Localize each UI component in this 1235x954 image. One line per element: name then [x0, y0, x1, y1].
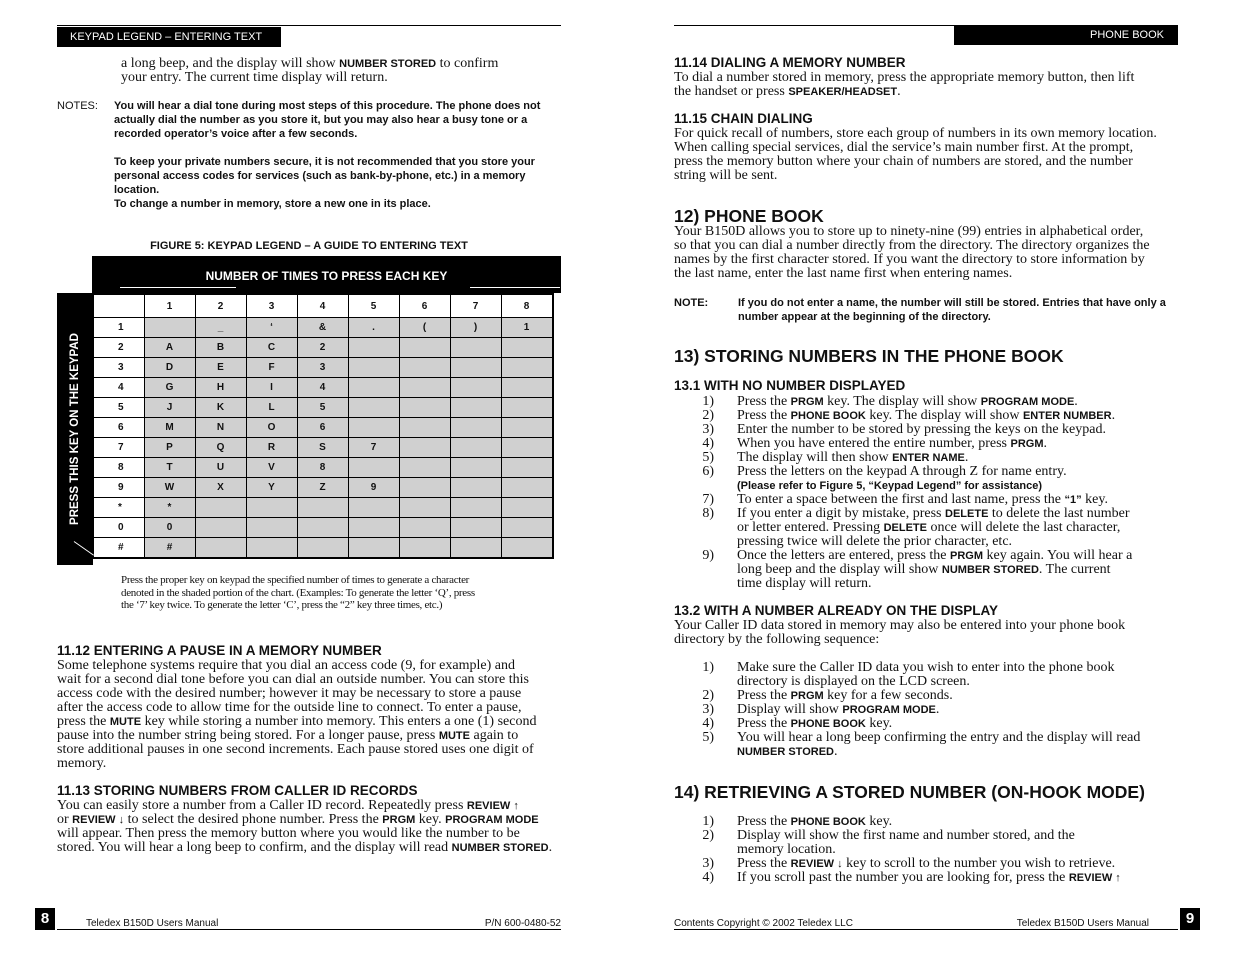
keypad-key: 3	[93, 358, 144, 378]
keypad-cell: 2	[297, 338, 348, 358]
keypad-key: #	[93, 538, 144, 559]
step-4: 4) When you have entered the entire number, press PRGM.	[702, 436, 1047, 451]
keypad-rows	[93, 318, 553, 559]
keypad-cell	[195, 538, 246, 559]
col-header: 8	[501, 294, 553, 318]
heading-13-2: 13.2 WITH A NUMBER ALREADY ON THE DISPLAY	[674, 603, 999, 618]
keypad-cell: 0	[144, 518, 195, 538]
keypad-cell: B	[195, 338, 246, 358]
keypad-key: 5	[93, 398, 144, 418]
step2-2: 2) Press the PRGM key for a few seconds.	[702, 688, 953, 703]
keypad-key: *	[93, 498, 144, 518]
step-8: 8) If you enter a digit by mistake, press DELETE to delete the last number or letter entered. Pressing DELETE once will delete the last character, pressing twice will delete the prior character, etc.	[702, 506, 1130, 549]
keypad-cell	[246, 538, 297, 559]
keypad-cell	[450, 338, 501, 358]
step14-1: 1) Press the PHONE BOOK key.	[702, 814, 893, 829]
keypad-cell: 9	[348, 478, 399, 498]
note-1: You will hear a dial tone during most steps of this procedure. The phone does not actually dial the number as you store it, but you may also hear a busy tone or a recorded operator’s voice after a few seconds.	[114, 100, 541, 140]
keypad-cell	[348, 338, 399, 358]
keypad-cell	[399, 498, 450, 518]
keypad-row	[93, 398, 553, 418]
heading-13: 13) STORING NUMBERS IN THE PHONE BOOK	[674, 346, 1064, 366]
keypad-cell: T	[144, 458, 195, 478]
keypad-cell	[144, 318, 195, 338]
step-3: 3) Enter the number to be stored by pressing the keys on the keypad.	[702, 422, 1106, 437]
keypad-cell	[501, 338, 553, 358]
col-header: 6	[399, 294, 450, 318]
heading-11-12: 11.12 ENTERING A PAUSE IN A MEMORY NUMBER	[57, 643, 382, 658]
keypad-cell: #	[144, 538, 195, 559]
keypad-cell: _	[195, 318, 246, 338]
notes-label: NOTES:	[57, 100, 98, 112]
keypad-row	[93, 438, 553, 458]
right-footer-rule	[674, 929, 1178, 930]
step2-4: 4) Press the PHONE BOOK key.	[702, 716, 893, 731]
keypad-cell	[399, 398, 450, 418]
keypad-cell: Z	[297, 478, 348, 498]
left-footer-rule	[57, 929, 561, 930]
keypad-cell: &	[297, 318, 348, 338]
step-1: 1) Press the PRGM key. The display will show PROGRAM MODE.	[702, 394, 1078, 409]
keypad-cell: U	[195, 458, 246, 478]
keypad-cell	[399, 438, 450, 458]
right-footer-title: Teledex B150D Users Manual	[1016, 918, 1149, 929]
step2-1: 1) Make sure the Caller ID data you wish to enter into the phone book directory is displayed on the LCD screen.	[702, 660, 1115, 689]
col-header: 5	[348, 294, 399, 318]
step-2: 2) Press the PHONE BOOK key. The display will show ENTER NUMBER.	[702, 408, 1116, 423]
review-up-key: REVIEW ↑	[466, 800, 519, 812]
col-header: 3	[246, 294, 297, 318]
keypad-cell	[246, 518, 297, 538]
keypad-cell	[501, 538, 553, 559]
keypad-cell: C	[246, 338, 297, 358]
step2-3: 3) Display will show PROGRAM MODE.	[702, 702, 940, 717]
section-11-12-body: Some telephone systems require that you dial an access code (9, for example) and wait for a second dial tone before you can dial an outside number. You can store this access code with the desired number; however it may be necessary to store a pause after the access code to allow time for the outside line to connect. To enter a pause, press the MUTE key while storing a number into memory. This enters a one (1) second pause into the number string being stored. For a longer pause, press MUTE again to store additional pauses in one second increments. Each pause stored uses one digit of memory.	[57, 658, 537, 771]
intro-text: a long beep, and the display will show NUMBER STORED to confirm your entry. The current time display will return.	[121, 56, 499, 85]
keypad-header-row	[93, 294, 553, 318]
steps-14	[674, 815, 1184, 885]
keypad-key: 1	[93, 318, 144, 338]
keypad-cell	[501, 498, 553, 518]
keypad-row	[93, 498, 553, 518]
col-header: 2	[195, 294, 246, 318]
keypad-cell	[348, 418, 399, 438]
keypad-key: 4	[93, 378, 144, 398]
figure-caption: FIGURE 5: KEYPAD LEGEND – A GUIDE TO ENTERING TEXT	[150, 240, 468, 252]
keypad-row	[93, 538, 553, 559]
keypad-key: 6	[93, 418, 144, 438]
keypad-cell: N	[195, 418, 246, 438]
keypad-cell: 4	[297, 378, 348, 398]
keypad-row	[93, 378, 553, 398]
keypad-cell: E	[195, 358, 246, 378]
keypad-cell	[450, 358, 501, 378]
keypad-row	[93, 478, 553, 498]
keypad-cell	[399, 518, 450, 538]
keypad-cell	[297, 498, 348, 518]
keypad-key: 9	[93, 478, 144, 498]
keypad-cell: (	[399, 318, 450, 338]
keypad-cell: K	[195, 398, 246, 418]
heading-14: 14) RETRIEVING A STORED NUMBER (ON-HOOK MODE)	[674, 782, 1145, 802]
step2-5: 5) You will hear a long beep confirming the entry and the display will read NUMBER STORED.	[702, 730, 1141, 759]
step14-2: 2) Display will show the first name and number stored, and the memory location.	[702, 828, 1075, 857]
keypad-legend-table	[92, 293, 554, 559]
keypad-cell	[399, 418, 450, 438]
keypad-cell	[450, 418, 501, 438]
keypad-cell	[450, 458, 501, 478]
keypad-cell	[348, 378, 399, 398]
step-9: 9) Once the letters are entered, press the PRGM key again. You will hear a long beep and the display will show NUMBER STORED. The current time display will return.	[702, 548, 1133, 591]
keypad-cell: 8	[297, 458, 348, 478]
keypad-cell: )	[450, 318, 501, 338]
step14-4: 4) If you scroll past the number you are looking for, press the REVIEW ↑	[702, 870, 1121, 885]
keypad-cell	[195, 498, 246, 518]
phone-book-note: If you do not enter a name, the number will still be stored. Entries that have only a number appear at the beginning of the directory.	[738, 297, 1166, 323]
left-header-bar	[57, 27, 281, 47]
right-header-bar	[954, 25, 1178, 45]
note-3: To change a number in memory, store a new one in its place.	[114, 198, 431, 210]
left-header-title: KEYPAD LEGEND – ENTERING TEXT	[70, 31, 263, 43]
left-footer-title: Teledex B150D Users Manual	[86, 918, 219, 929]
keypad-cell	[450, 538, 501, 559]
left-header-rule	[57, 25, 561, 26]
step-7: 7) To enter a space between the first and last name, press the “1” key.	[702, 492, 1108, 507]
keypad-cell	[348, 398, 399, 418]
keypad-cell: X	[195, 478, 246, 498]
note-label: NOTE:	[674, 297, 709, 309]
section-11-14-body: To dial a number stored in memory, press the appropriate memory button, then lift the handset or press SPEAKER/HEADSET.	[674, 70, 1135, 99]
keypad-cell	[399, 458, 450, 478]
keypad-cell: Q	[195, 438, 246, 458]
keypad-side-label: PRESS THIS KEY ON THE KEYPAD	[69, 333, 81, 525]
review-down-key: REVIEW ↓	[790, 858, 843, 870]
col-header: 4	[297, 294, 348, 318]
keypad-cell	[450, 498, 501, 518]
keypad-key: 8	[93, 458, 144, 478]
col-header: 1	[144, 294, 195, 318]
step-5: 5) The display will then show ENTER NAME.	[702, 450, 969, 465]
keypad-cell	[348, 518, 399, 538]
keypad-cell	[450, 518, 501, 538]
left-page-number: 8	[35, 908, 55, 930]
keypad-cell: S	[297, 438, 348, 458]
keypad-cell: V	[246, 458, 297, 478]
steps-13-2	[674, 661, 1184, 759]
keypad-cell: 3	[297, 358, 348, 378]
keypad-row	[93, 318, 553, 338]
keypad-cell	[450, 478, 501, 498]
keypad-cell: R	[246, 438, 297, 458]
heading-11-13: 11.13 STORING NUMBERS FROM CALLER ID RECORDS	[57, 783, 418, 798]
keypad-cell: A	[144, 338, 195, 358]
keypad-row	[93, 518, 553, 538]
keypad-row	[93, 418, 553, 438]
heading-13-1: 13.1 WITH NO NUMBER DISPLAYED	[674, 378, 906, 393]
keypad-cell: .	[348, 318, 399, 338]
section-12-body: Your B150D allows you to store up to ninety-nine (99) entries in alphabetical order, so that you can dial a number directly from the directory. The directory organizes the names by the first character stored. If you want the directory to store information by the last name, enter the last name first when entering names.	[674, 224, 1150, 281]
keypad-cell	[399, 478, 450, 498]
keypad-cell: G	[144, 378, 195, 398]
keypad-cell	[297, 538, 348, 559]
section-11-13-body: You can easily store a number from a Caller ID record. Repeatedly press REVIEW ↑ or REVIEW ↓ to select the desired phone number. Press the PRGM key. PROGRAM MODE will appear. Then press the memory button where you would like the number to be stored. You will hear a long beep to confirm, and the display will read NUMBER STORED.	[57, 798, 553, 855]
keypad-key: 7	[93, 438, 144, 458]
keypad-cell	[399, 338, 450, 358]
keypad-cell: Y	[246, 478, 297, 498]
keypad-row	[93, 458, 553, 478]
keypad-cell	[501, 438, 553, 458]
keypad-cell	[450, 378, 501, 398]
step-6: 6) Press the letters on the keypad A through Z for name entry. (Please refer to Figure 5, “Keypad Legend” for assistance)	[702, 464, 1067, 492]
keypad-cell: 5	[297, 398, 348, 418]
keypad-top-label: NUMBER OF TIMES TO PRESS EACH KEY	[205, 269, 448, 283]
keypad-cell	[501, 398, 553, 418]
keypad-cell	[348, 358, 399, 378]
keypad-cell: P	[144, 438, 195, 458]
keypad-cell: 7	[348, 438, 399, 458]
keypad-cell: I	[246, 378, 297, 398]
figure-footnote: Press the proper key on keypad the specified number of times to generate a character denoted in the shaded portion of the chart. (Examples: To generate the letter ‘Q’, press the ‘7’ key twice. To generate the letter ‘C’, press the “2” key three times, etc.)	[121, 574, 475, 611]
keypad-cell: J	[144, 398, 195, 418]
keypad-cell	[501, 458, 553, 478]
keypad-cell	[450, 398, 501, 418]
right-header-title: PHONE BOOK	[1090, 29, 1164, 41]
right-page-number: 9	[1180, 908, 1200, 930]
section-11-15-body: For quick recall of numbers, store each group of numbers in its own memory location. When calling special services, dial the service’s main number first. At the prompt, press the memory button where your chain of numbers are stored, and the number string will be sent.	[674, 126, 1157, 183]
keypad-cell	[501, 418, 553, 438]
keypad-cell	[246, 498, 297, 518]
col-header: 7	[450, 294, 501, 318]
keypad-cell	[297, 518, 348, 538]
keypad-top-banner	[92, 256, 561, 293]
keypad-cell	[348, 458, 399, 478]
keypad-cell: 6	[297, 418, 348, 438]
keypad-cell	[399, 538, 450, 559]
keypad-cell	[348, 538, 399, 559]
heading-12: 12) PHONE BOOK	[674, 206, 824, 226]
keypad-cell: *	[144, 498, 195, 518]
keypad-side-banner	[57, 293, 93, 565]
review-up-key: REVIEW ↑	[1068, 872, 1121, 884]
keypad-key: 2	[93, 338, 144, 358]
keypad-key: 0	[93, 518, 144, 538]
keypad-cell: H	[195, 378, 246, 398]
keypad-cell	[348, 498, 399, 518]
keypad-row	[93, 338, 553, 358]
keypad-cell: M	[144, 418, 195, 438]
keypad-cell	[399, 378, 450, 398]
keypad-cell: 1	[501, 318, 553, 338]
heading-11-15: 11.15 CHAIN DIALING	[674, 111, 813, 126]
keypad-cell	[501, 378, 553, 398]
keypad-cell	[195, 518, 246, 538]
keypad-cell: O	[246, 418, 297, 438]
keypad-cell	[501, 358, 553, 378]
steps-13-1	[674, 395, 1184, 591]
right-footer-copyright: Contents Copyright © 2002 Teledex LLC	[674, 918, 853, 929]
keypad-cell	[501, 518, 553, 538]
keypad-cell	[450, 438, 501, 458]
keypad-cell: F	[246, 358, 297, 378]
keypad-cell	[399, 358, 450, 378]
review-down-key: REVIEW ↓	[72, 814, 125, 826]
left-footer-partnumber: P/N 600-0480-52	[484, 918, 561, 929]
keypad-cell	[501, 478, 553, 498]
section-13-2-body: Your Caller ID data stored in memory may also be entered into your phone book directory by the following sequence:	[674, 618, 1126, 647]
note-2: To keep your private numbers secure, it is not recommended that you store your personal access codes for services (such as bank-by-phone, etc.) in a memory location.	[114, 156, 535, 196]
keypad-cell: ‘	[246, 318, 297, 338]
keypad-cell: D	[144, 358, 195, 378]
keypad-cell: L	[246, 398, 297, 418]
keypad-cell: W	[144, 478, 195, 498]
keypad-row	[93, 358, 553, 378]
step14-3: 3) Press the REVIEW ↓ key to scroll to the number you wish to retrieve.	[702, 856, 1116, 871]
heading-11-14: 11.14 DIALING A MEMORY NUMBER	[674, 55, 906, 70]
